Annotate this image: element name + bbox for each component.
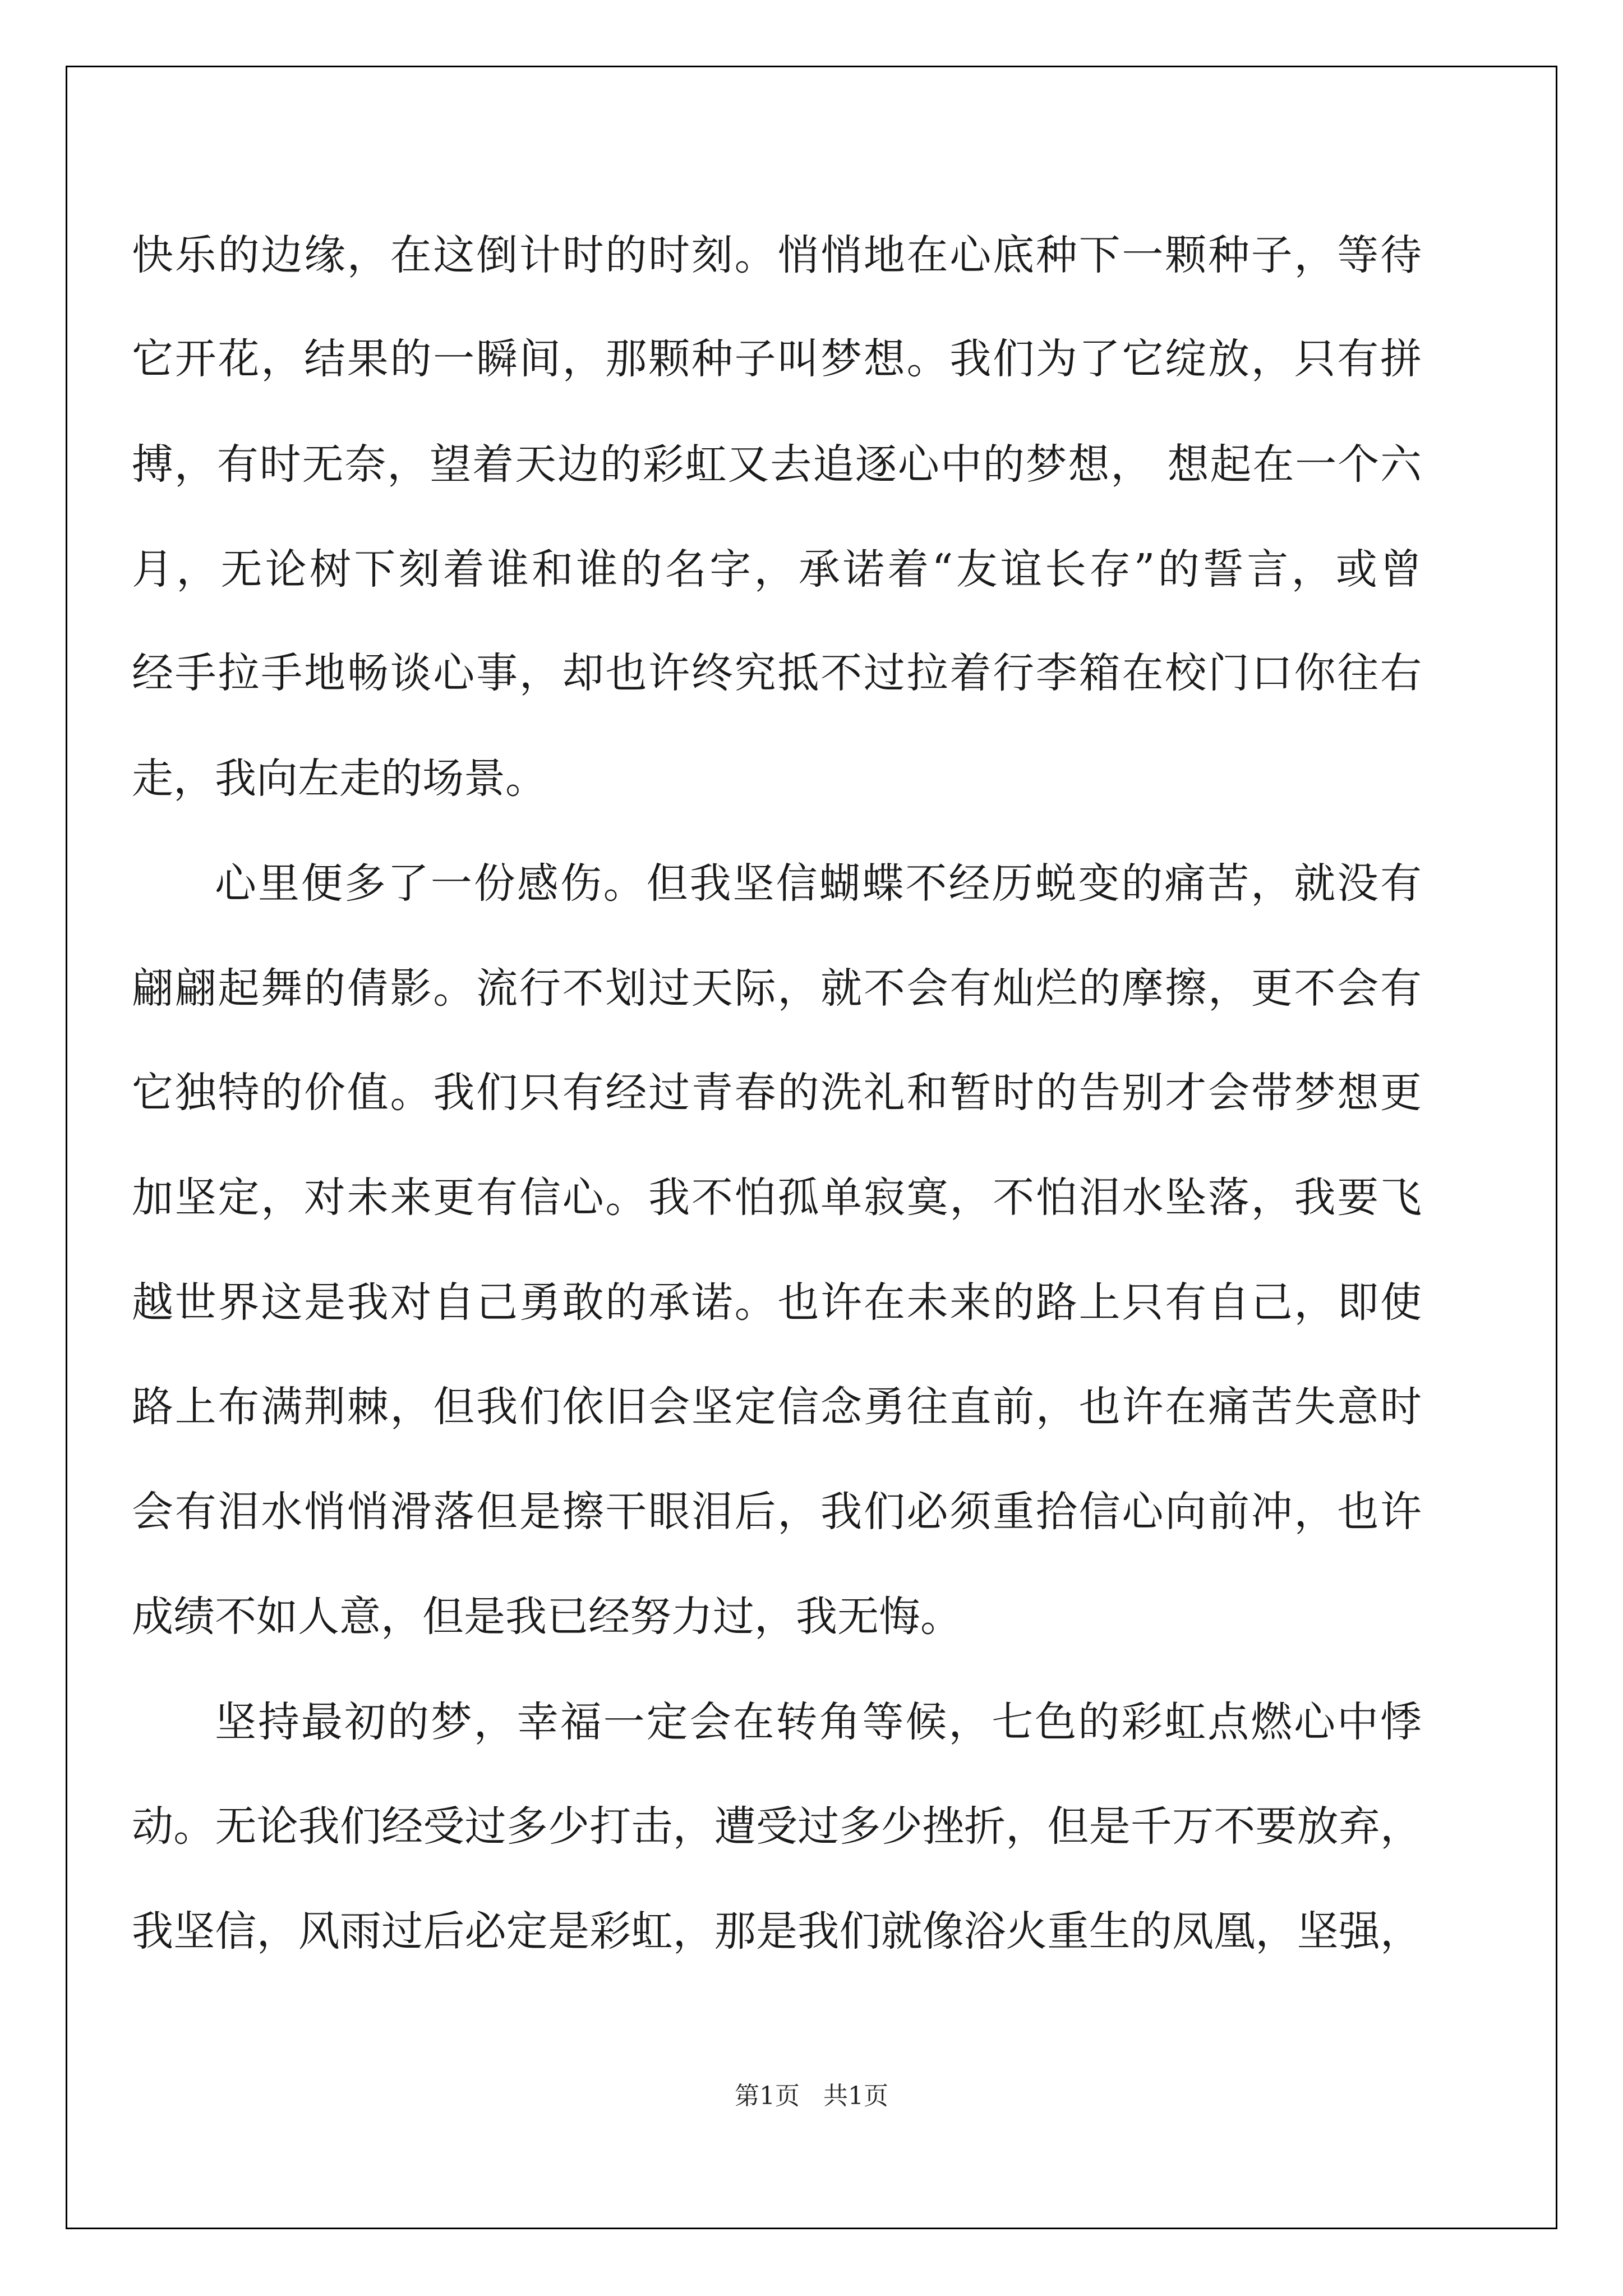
text-line: 它独特的价值。我们只有经过青春的洗礼和暂时的告别才会带梦想更: [132, 1069, 1422, 1117]
text-line: 它开花，结果的一瞬间，那颗种子叫梦想。我们为了它绽放，只有拼: [132, 335, 1422, 383]
text-line: 动。无论我们经受过多少打击，遭受过多少挫折，但是千万不要放弃，: [132, 1802, 1422, 1851]
page-number-footer: 第1页 共1页: [735, 2082, 888, 2110]
text-line: 快乐的边缘，在这倒计时的时刻。悄悄地在心底种下一颗种子，等待: [132, 231, 1422, 279]
text-line: 成绩不如人意，但是我已经努力过，我无悔。: [132, 1593, 962, 1641]
text-line: 加坚定，对未来更有信心。我不怕孤单寂寞，不怕泪水坠落，我要飞: [132, 1174, 1422, 1222]
text-line: 路上布满荆棘，但我们依旧会坚定信念勇往直前，也许在痛苦失意时: [132, 1383, 1422, 1431]
text-line: 越世界这是我对自己勇敢的承诺。也许在未来的路上只有自己，即使: [132, 1278, 1422, 1327]
text-line: 搏，有时无奈，望着天边的彩虹又去追逐心中的梦想， 想起在一个六: [132, 440, 1422, 489]
text-line: 经手拉手地畅谈心事，却也许终究抵不过拉着行李箱在校门口你往右: [132, 649, 1422, 697]
text-line: 会有泪水悄悄滑落但是擦干眼泪后，我们必须重拾信心向前冲，也许: [132, 1488, 1422, 1536]
paragraph-first-line: 心里便多了一份感伤。但我坚信蝴蝶不经历蜕变的痛苦，就没有: [215, 859, 1422, 908]
text-line: 月，无论树下刻着谁和谁的名字，承诺着“友谊长存”的誓言，或曾: [132, 545, 1422, 593]
paragraph-first-line: 坚持最初的梦，幸福一定会在转角等候，七色的彩虹点燃心中悸: [215, 1698, 1422, 1746]
text-line: 走，我向左走的场景。: [132, 754, 547, 803]
text-line: 我坚信，风雨过后必定是彩虹，那是我们就像浴火重生的凤凰，坚强，: [132, 1907, 1422, 1955]
text-line: 翩翩起舞的倩影。流行不划过天际，就不会有灿烂的摩擦，更不会有: [132, 964, 1422, 1013]
